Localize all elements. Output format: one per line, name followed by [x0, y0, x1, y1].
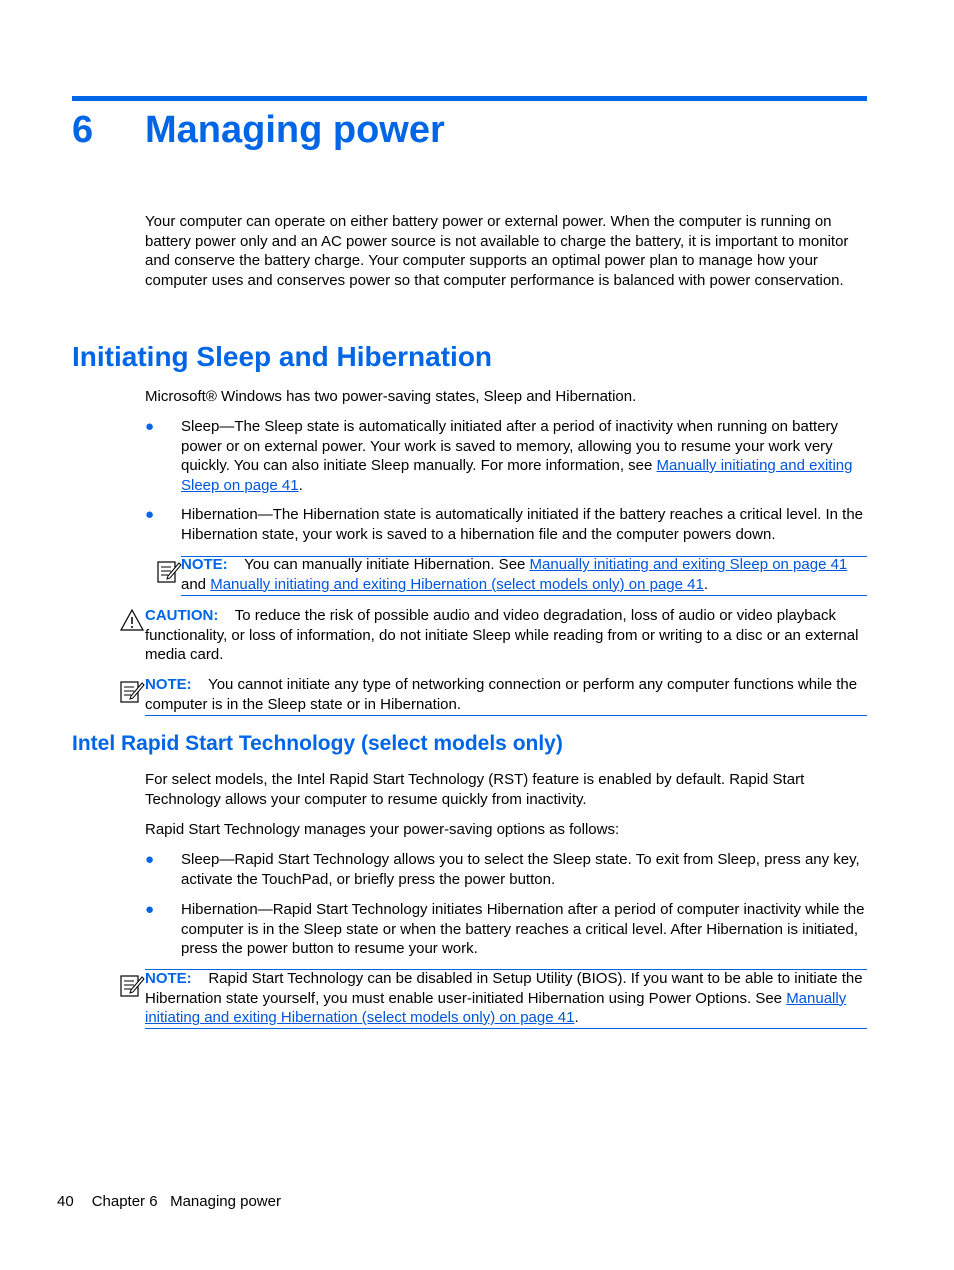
note-rule-bottom: [145, 715, 867, 716]
note-rst-bios: [145, 969, 867, 1028]
note-icon: [119, 678, 145, 704]
footer-chapter: Chapter 6: [91, 1193, 158, 1210]
rst-paragraph-2: Rapid Start Technology manages your power-saving options as follows:: [145, 821, 620, 838]
caution-block: [145, 606, 869, 665]
section-heading-sleep-hibernation: Initiating Sleep and Hibernation: [72, 341, 493, 372]
note-end: .: [703, 575, 708, 593]
page-number: 40: [57, 1193, 74, 1210]
bullet-sleep: [181, 417, 869, 495]
bullet-icon: ●: [145, 901, 155, 918]
section1-lead: Microsoft® Windows has two power-saving states, Sleep and Hibernation.: [145, 388, 637, 405]
chapter-rule: [72, 96, 867, 101]
rst-bullet-hibernation: Hibernation—Rapid Start Technology initiates Hibernation after a period of computer inactivity while the computer is in the Sleep state or when the battery reaches a critical level. After Hibernation is initiated, press the power button to resume your work.: [181, 901, 865, 957]
note-icon: [156, 558, 182, 584]
note-icon: [119, 972, 145, 998]
note-end: .: [574, 1009, 579, 1026]
link-manually-initiating-hibernation[interactable]: Manually initiating and exiting Hibernation (select models only) on page 41: [210, 575, 704, 593]
note-text: Rapid Start Technology can be disabled in Setup Utility (BIOS). If you want to be able to initiate the Hibernation state yourself, you must enable user-initiated Hibernation using Power Options. See: [145, 970, 863, 1007]
note-networking: [145, 675, 867, 714]
page-footer: [57, 1192, 281, 1211]
note-label: NOTE:: [145, 970, 192, 987]
caution-label: CAUTION:: [145, 607, 219, 624]
rst-bullet-sleep: Sleep—Rapid Start Technology allows you to select the Sleep state. To exit from Sleep, press any key, activate the TouchPad, or briefly press the power button.: [181, 851, 860, 888]
link-manually-initiating-hibernation[interactable]: Manually initiating and exiting Hibernation (select models only) on page 41: [145, 989, 847, 1026]
caution-text: To reduce the risk of possible audio and video degradation, loss of audio or video playback functionality, or loss of information, do not initiate Sleep while reading from or writing to a disc or an external media card.: [145, 607, 859, 663]
note-sleep-hibernation: [181, 555, 867, 594]
rst-paragraph-1: For select models, the Intel Rapid Start Technology (RST) feature is enabled by default. Rapid Start Technology allows your computer to resume quickly from inactivity.: [145, 771, 805, 808]
note-label: NOTE:: [181, 556, 228, 573]
note-text: You cannot initiate any type of networking connection or perform any computer functions while the computer is in the Sleep state or in Hibernation.: [145, 676, 858, 713]
bullet-sleep-text: Sleep—The Sleep state is automatically initiated after a period of inactivity when running on battery power or on external power. Your work is saved to memory, allowing you to resume your work very quickly. You can also initiate Sleep manually. For more information, see: [181, 418, 839, 474]
note-and: and: [181, 575, 211, 593]
intro-paragraph: Your computer can operate on either battery power or external power. When the computer is running on battery power only and an AC power source is not available to charge the battery, it is important to monitor and conserve the battery charge. Your computer supports an optimal power plan to manage how your computer uses and conserves power so that computer performance is balanced with power conservation.: [145, 213, 849, 289]
caution-icon: [119, 608, 145, 634]
note-text: You can manually initiate Hibernation. See: [244, 556, 530, 573]
link-manually-initiating-sleep[interactable]: Manually initiating and exiting Sleep on page 41: [181, 457, 853, 494]
bullet-hibernation: Hibernation—The Hibernation state is automatically initiated if the battery reaches a critical level. In the Hibernation state, your work is saved to a hibernation file and the computer powers down.: [181, 506, 864, 543]
bullet-sleep-end: .: [298, 476, 303, 494]
bullet-icon: ●: [145, 506, 155, 523]
chapter-title: Managing power: [145, 109, 445, 151]
note-label: NOTE:: [145, 676, 192, 693]
link-manually-initiating-sleep[interactable]: Manually initiating and exiting Sleep on page 41: [529, 556, 848, 573]
note-rule-bottom: [145, 1028, 867, 1029]
footer-title: Managing power: [170, 1193, 281, 1210]
note-rule-bottom: [181, 595, 867, 596]
chapter-number: 6: [72, 109, 94, 151]
section-heading-rapid-start: Intel Rapid Start Technology (select models only): [72, 732, 563, 755]
bullet-icon: ●: [145, 851, 155, 868]
bullet-icon: ●: [145, 418, 155, 435]
